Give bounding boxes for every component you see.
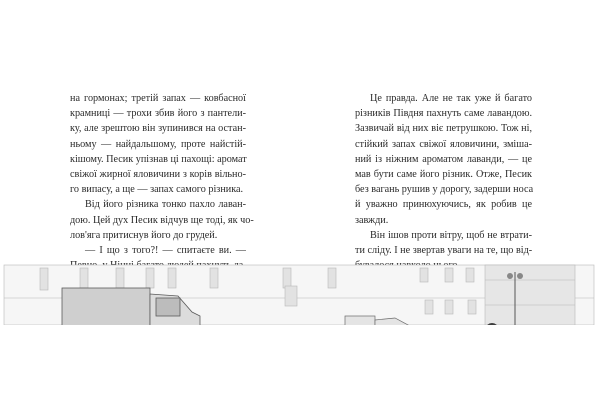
text-line: ньому — найдальшому, проте найстій- bbox=[70, 138, 246, 150]
text-line: крамниці — трохи збив його з пантели- bbox=[70, 108, 246, 120]
right-text-column bbox=[355, 91, 532, 273]
text-line: Це правда. Але не так уже й багато bbox=[370, 93, 532, 104]
text-line: стійкий запах свіжої яловичини, змішa- bbox=[355, 138, 532, 150]
text-line: на гормонах; третій запах — ковбасної bbox=[70, 93, 246, 104]
text-line: — І що з того?! — спитаєте ви. — bbox=[85, 245, 246, 257]
text-line: го випасу, а ще — запах самого різника. bbox=[70, 184, 244, 196]
text-line: й уважно принюхуючись, як робив це bbox=[355, 199, 532, 211]
text-line: різників Півдня пахнуть саме лавандою. bbox=[355, 108, 532, 120]
text-line: дою. Цей дух Песик відчув ще тоді, як чо- bbox=[70, 214, 254, 226]
text-line: ний із ніжним ароматом лаванди, — це bbox=[355, 153, 532, 165]
text-line: завжди. bbox=[355, 214, 389, 226]
text-line: Він ішов проти вітру, щоб не втрати- bbox=[370, 229, 532, 241]
text-line: Зазвичай від них віє петрушкою. Тож ні, bbox=[355, 123, 532, 135]
text-line: ти сліду. І не звертав уваги на те, що від- bbox=[355, 245, 533, 257]
text-line: ку, але зрештою він зупинився на остан- bbox=[70, 123, 246, 135]
text-line: лов'яга притиснув його до грудей. bbox=[70, 229, 218, 241]
text-line: свіжої жирної яловичини з корів вільно- bbox=[70, 169, 246, 181]
text-line: мав бути саме його різник. Отже, Песик bbox=[355, 169, 532, 181]
text-line: Від його різника тонко пахло лаван- bbox=[85, 199, 246, 211]
text-line: кішому. Песик упізнав ці пахощі: аромат bbox=[70, 153, 247, 165]
street-illustration bbox=[0, 250, 600, 325]
text-line: без вагань рушив у дорогу, задерши носа bbox=[355, 184, 534, 196]
